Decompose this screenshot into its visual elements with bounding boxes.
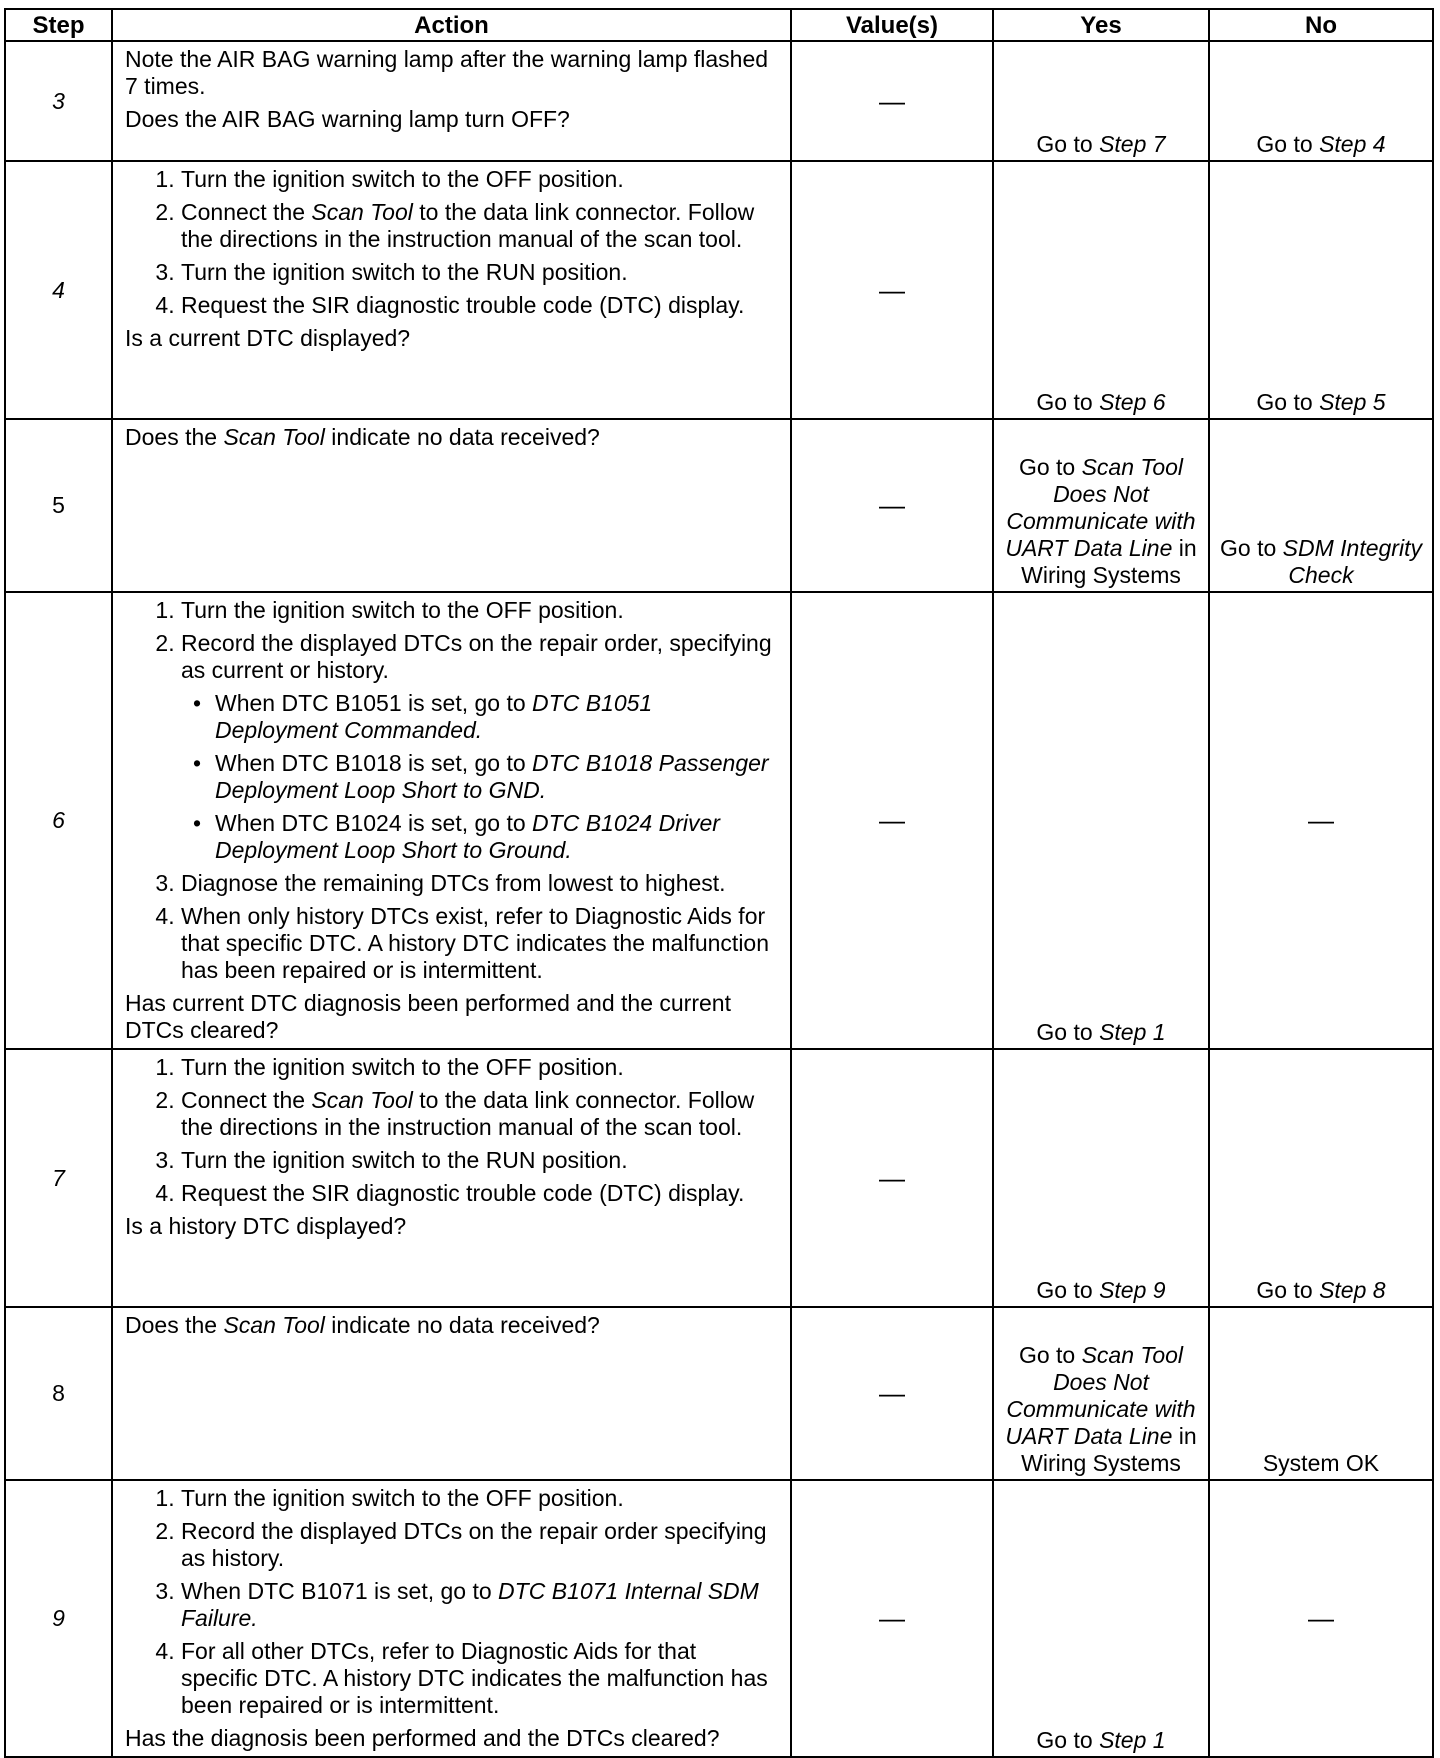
sdm-check-link[interactable]: SDM Integrity Check <box>1282 535 1422 588</box>
value-cell: — <box>791 1480 993 1757</box>
step-link[interactable]: Step 6 <box>1099 389 1166 415</box>
step-number: 5 <box>5 419 112 592</box>
step-number: 8 <box>5 1307 112 1480</box>
scan-tool-ref[interactable]: Scan Tool <box>223 424 325 450</box>
no-cell: System OK <box>1209 1307 1433 1480</box>
step-link[interactable]: Step 1 <box>1099 1727 1166 1753</box>
action-cell <box>112 419 791 592</box>
dtc-bullet: • When DTC B1018 is set, go to DTC B1018 Passenger Deployment Loop Short to GND. <box>215 750 778 804</box>
table-row-step-6 <box>5 592 1433 1049</box>
step-number: 7 <box>5 1049 112 1307</box>
action-cell <box>112 1307 791 1480</box>
step-link[interactable]: Step 7 <box>1099 131 1166 157</box>
scan-tool-ref[interactable]: Scan Tool <box>223 1312 325 1338</box>
step-link[interactable]: Step 5 <box>1319 389 1386 415</box>
action-step-item: 1. Turn the ignition switch to the OFF position. <box>181 1054 778 1081</box>
action-step-item: 3. When DTC B1071 is set, go to DTC B1071 Internal SDM Failure. <box>181 1578 778 1632</box>
action-step-item: 2. Connect the Scan Tool to the data link connector. Follow the directions in the instruction manual of the scan tool. <box>181 1087 778 1141</box>
step-number: 9 <box>5 1480 112 1757</box>
action-steps <box>125 1054 778 1207</box>
step-number: 3 <box>5 41 112 161</box>
action-question: Does the Scan Tool indicate no data received? <box>125 424 600 450</box>
yes-cell[interactable]: Go to Step 1 <box>993 592 1209 1049</box>
scan-tool-ref[interactable]: Scan Tool <box>311 199 413 225</box>
action-question: Is a history DTC displayed? <box>125 1213 407 1239</box>
action-question: Does the Scan Tool indicate no data received? <box>125 1312 600 1338</box>
value-cell: — <box>791 592 993 1049</box>
action-step-item: 3. Turn the ignition switch to the RUN position. <box>181 1147 778 1174</box>
wiring-link[interactable]: Does Not Communicate with UART Data Line <box>1005 481 1196 561</box>
wiring-link[interactable]: Scan Tool <box>1081 454 1184 480</box>
action-step-item: 4. Request the SIR diagnostic trouble code (DTC) display. <box>181 1180 778 1207</box>
action-cell <box>112 41 791 161</box>
action-steps <box>125 597 778 984</box>
action-step-item: 2. Record the displayed DTCs on the repair order, specifying as current or history. • When DTC B1051 is set, go to DTC B1051 Deployment Commanded. • When DTC B1018 is set, go to DTC B1018 Passenger Deployment Loop Short to GND. • When DTC B1024 is set, go to DTC B1024 Driver Deployment Loop Short to Ground. <box>181 630 778 864</box>
action-intro: Note the AIR BAG warning lamp after the warning lamp flashed 7 times. <box>125 46 769 99</box>
action-question: Is a current DTC displayed? <box>125 325 411 351</box>
step-link[interactable]: Step 8 <box>1319 1277 1386 1303</box>
action-cell <box>112 592 791 1049</box>
action-question: Does the AIR BAG warning lamp turn OFF? <box>125 106 570 132</box>
action-step-item: 1. Turn the ignition switch to the OFF position. <box>181 597 778 624</box>
action-step-item: 2. Connect the Scan Tool to the data link connector. Follow the directions in the instruction manual of the scan tool. <box>181 199 778 253</box>
no-cell[interactable]: Go to Step 5 <box>1209 161 1433 419</box>
action-cell <box>112 161 791 419</box>
table-row-step-7 <box>5 1049 1433 1307</box>
action-step-item: 3. Diagnose the remaining DTCs from lowest to highest. <box>181 870 778 897</box>
yes-cell[interactable]: Go to Scan Tool Does Not Communicate with UART Data Line in Wiring Systems <box>993 419 1209 592</box>
no-cell[interactable]: Go to Step 4 <box>1209 41 1433 161</box>
action-question: Has the diagnosis been performed and the DTCs cleared? <box>125 1725 720 1751</box>
dtc-bullet-list <box>181 690 778 864</box>
dtc-link[interactable]: DTC B1024 Driver Deployment Loop Short to Ground. <box>215 810 720 863</box>
scan-tool-ref[interactable]: Scan Tool <box>311 1087 413 1113</box>
action-step-item: 1. Turn the ignition switch to the OFF position. <box>181 166 778 193</box>
header-values: Value(s) <box>791 9 993 41</box>
no-cell[interactable]: Go to SDM Integrity Check <box>1209 419 1433 592</box>
no-cell[interactable]: Go to Step 8 <box>1209 1049 1433 1307</box>
no-cell: — <box>1209 592 1433 1049</box>
dtc-bullet: • When DTC B1051 is set, go to DTC B1051 Deployment Commanded. <box>215 690 778 744</box>
step-number: 4 <box>5 161 112 419</box>
yes-cell[interactable]: Go to Step 9 <box>993 1049 1209 1307</box>
action-step-item: 4. For all other DTCs, refer to Diagnostic Aids for that specific DTC. A history DTC indicates the malfunction has been repaired or is intermittent. <box>181 1638 778 1719</box>
action-steps <box>125 1485 778 1719</box>
action-question: Has current DTC diagnosis been performed and the current DTCs cleared? <box>125 990 731 1043</box>
value-cell: — <box>791 1049 993 1307</box>
table-row-step-5 <box>5 419 1433 592</box>
dtc-link[interactable]: DTC B1071 Internal SDM Failure. <box>181 1578 759 1631</box>
dtc-link[interactable]: DTC B1051 Deployment Commanded. <box>215 690 653 743</box>
action-cell <box>112 1480 791 1757</box>
yes-cell[interactable]: Go to Scan Tool Does Not Communicate with UART Data Line in Wiring Systems <box>993 1307 1209 1480</box>
value-cell: — <box>791 1307 993 1480</box>
yes-cell[interactable]: Go to Step 6 <box>993 161 1209 419</box>
yes-cell[interactable]: Go to Step 1 <box>993 1480 1209 1757</box>
step-number: 6 <box>5 592 112 1049</box>
action-step-item: 1. Turn the ignition switch to the OFF position. <box>181 1485 778 1512</box>
action-step-item: 4. When only history DTCs exist, refer to Diagnostic Aids for that specific DTC. A history DTC indicates the malfunction has been repaired or is intermittent. <box>181 903 778 984</box>
header-no: No <box>1209 9 1433 41</box>
no-cell: — <box>1209 1480 1433 1757</box>
table-row-step-3 <box>5 41 1433 161</box>
table-row-step-4 <box>5 161 1433 419</box>
action-cell <box>112 1049 791 1307</box>
action-step-item: 4. Request the SIR diagnostic trouble code (DTC) display. <box>181 292 778 319</box>
header-step: Step <box>5 9 112 41</box>
action-step-item: 3. Turn the ignition switch to the RUN position. <box>181 259 778 286</box>
value-cell: — <box>791 41 993 161</box>
value-cell: — <box>791 161 993 419</box>
header-yes: Yes <box>993 9 1209 41</box>
header-row <box>5 9 1433 41</box>
diagnostic-table <box>4 8 1434 1758</box>
action-step-item: 2. Record the displayed DTCs on the repair order specifying as history. <box>181 1518 778 1572</box>
step-link[interactable]: Step 9 <box>1099 1277 1166 1303</box>
dtc-link[interactable]: DTC B1018 Passenger Deployment Loop Short to GND. <box>215 750 769 803</box>
action-steps <box>125 166 778 319</box>
step-link[interactable]: Step 4 <box>1319 131 1386 157</box>
wiring-link[interactable]: Scan Tool <box>1081 1342 1184 1368</box>
yes-cell[interactable]: Go to Step 7 <box>993 41 1209 161</box>
dtc-bullet: • When DTC B1024 is set, go to DTC B1024 Driver Deployment Loop Short to Ground. <box>215 810 778 864</box>
wiring-link[interactable]: Does Not Communicate with UART Data Line <box>1005 1369 1196 1449</box>
header-action: Action <box>112 9 791 41</box>
value-cell: — <box>791 419 993 592</box>
table-row-step-8 <box>5 1307 1433 1480</box>
table-row-step-9 <box>5 1480 1433 1757</box>
step-link[interactable]: Step 1 <box>1099 1019 1166 1045</box>
